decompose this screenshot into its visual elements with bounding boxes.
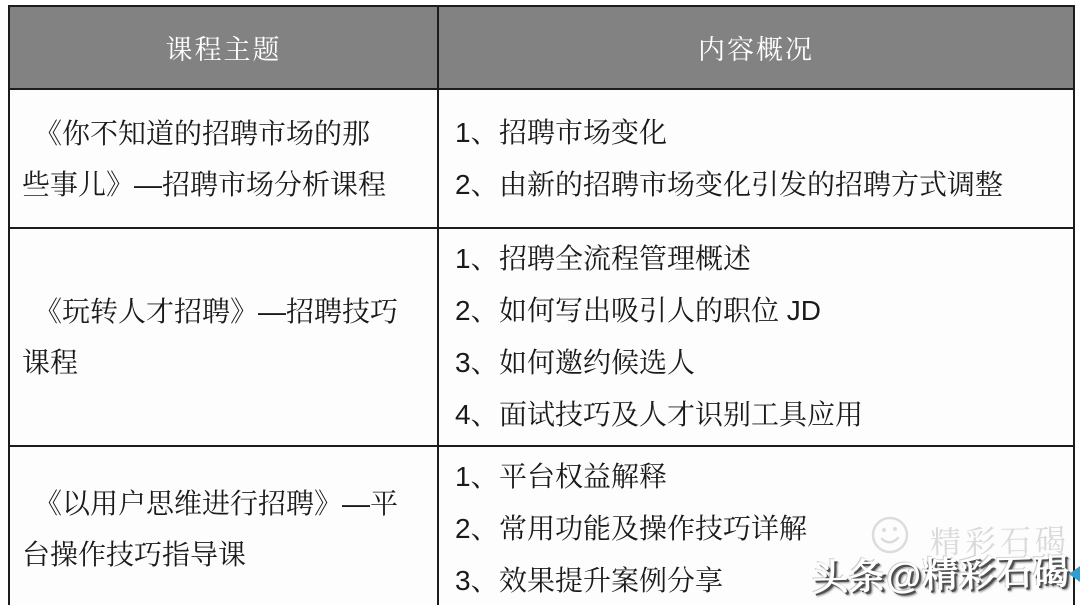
topic-line: 课程 — [22, 347, 79, 378]
arrow-left-icon — [1069, 566, 1080, 582]
table-row — [9, 89, 1074, 228]
content-cell-row1 — [438, 89, 1074, 228]
item-number: 2、 — [455, 295, 499, 326]
content-item — [455, 233, 1067, 285]
content-item — [455, 503, 1067, 555]
item-text: 效果提升案例分享 — [499, 565, 724, 596]
watermark-ghost-text: 精彩石碣 — [929, 522, 1071, 561]
item-text: 招聘全流程管理概述 — [499, 243, 752, 274]
content-item — [455, 389, 1067, 441]
item-number: 2、 — [455, 513, 499, 544]
topic-cell-row1 — [9, 89, 438, 228]
item-number: 1、 — [455, 116, 499, 148]
content-item — [455, 107, 1067, 159]
table-row — [9, 446, 1074, 605]
item-number: 3、 — [455, 565, 499, 596]
item-number: 1、 — [455, 461, 499, 492]
item-text: 平台权益解释 — [499, 461, 668, 492]
course-table — [8, 5, 1075, 605]
item-text: 由新的招聘市场变化引发的招聘方式调整 — [499, 168, 1004, 200]
item-text: 如何邀约候选人 — [499, 347, 696, 378]
topic-line: 《玩转人才招聘》—招聘技巧 — [34, 296, 399, 327]
topic-line: 些事儿》—招聘市场分析课程 — [22, 168, 387, 200]
item-text: 常用功能及操作技巧详解 — [499, 513, 808, 544]
content-item — [455, 159, 1067, 211]
topic-cell-row2 — [9, 228, 438, 446]
content-cell-row2 — [438, 228, 1074, 446]
topic-line: 《以用户思维进行招聘》—平 — [34, 488, 399, 519]
item-text: 如何写出吸引人的职位 JD — [499, 295, 822, 326]
content-item — [455, 337, 1067, 389]
watermark-main-text: 头条@精彩石碣 — [811, 550, 1071, 599]
item-number: 3、 — [455, 347, 499, 378]
item-number: 4、 — [455, 399, 499, 430]
content-item — [455, 555, 1067, 605]
table-header-row — [9, 6, 1074, 89]
content-cell-row3 — [438, 446, 1074, 605]
item-number: 2、 — [455, 168, 499, 200]
topic-line: 《你不知道的招聘市场的那 — [34, 117, 371, 149]
header-course-topic: 课程主题 — [9, 6, 438, 89]
table-row — [9, 228, 1074, 446]
item-number: 1、 — [455, 243, 499, 274]
topic-line: 台操作技巧指导课 — [22, 539, 247, 570]
topic-cell-row3 — [9, 446, 438, 605]
content-item — [455, 451, 1067, 503]
content-item — [455, 285, 1067, 337]
item-text: 面试技巧及人才识别工具应用 — [499, 399, 864, 430]
item-text: 招聘市场变化 — [499, 116, 668, 148]
header-content-overview: 内容概况 — [438, 6, 1074, 89]
